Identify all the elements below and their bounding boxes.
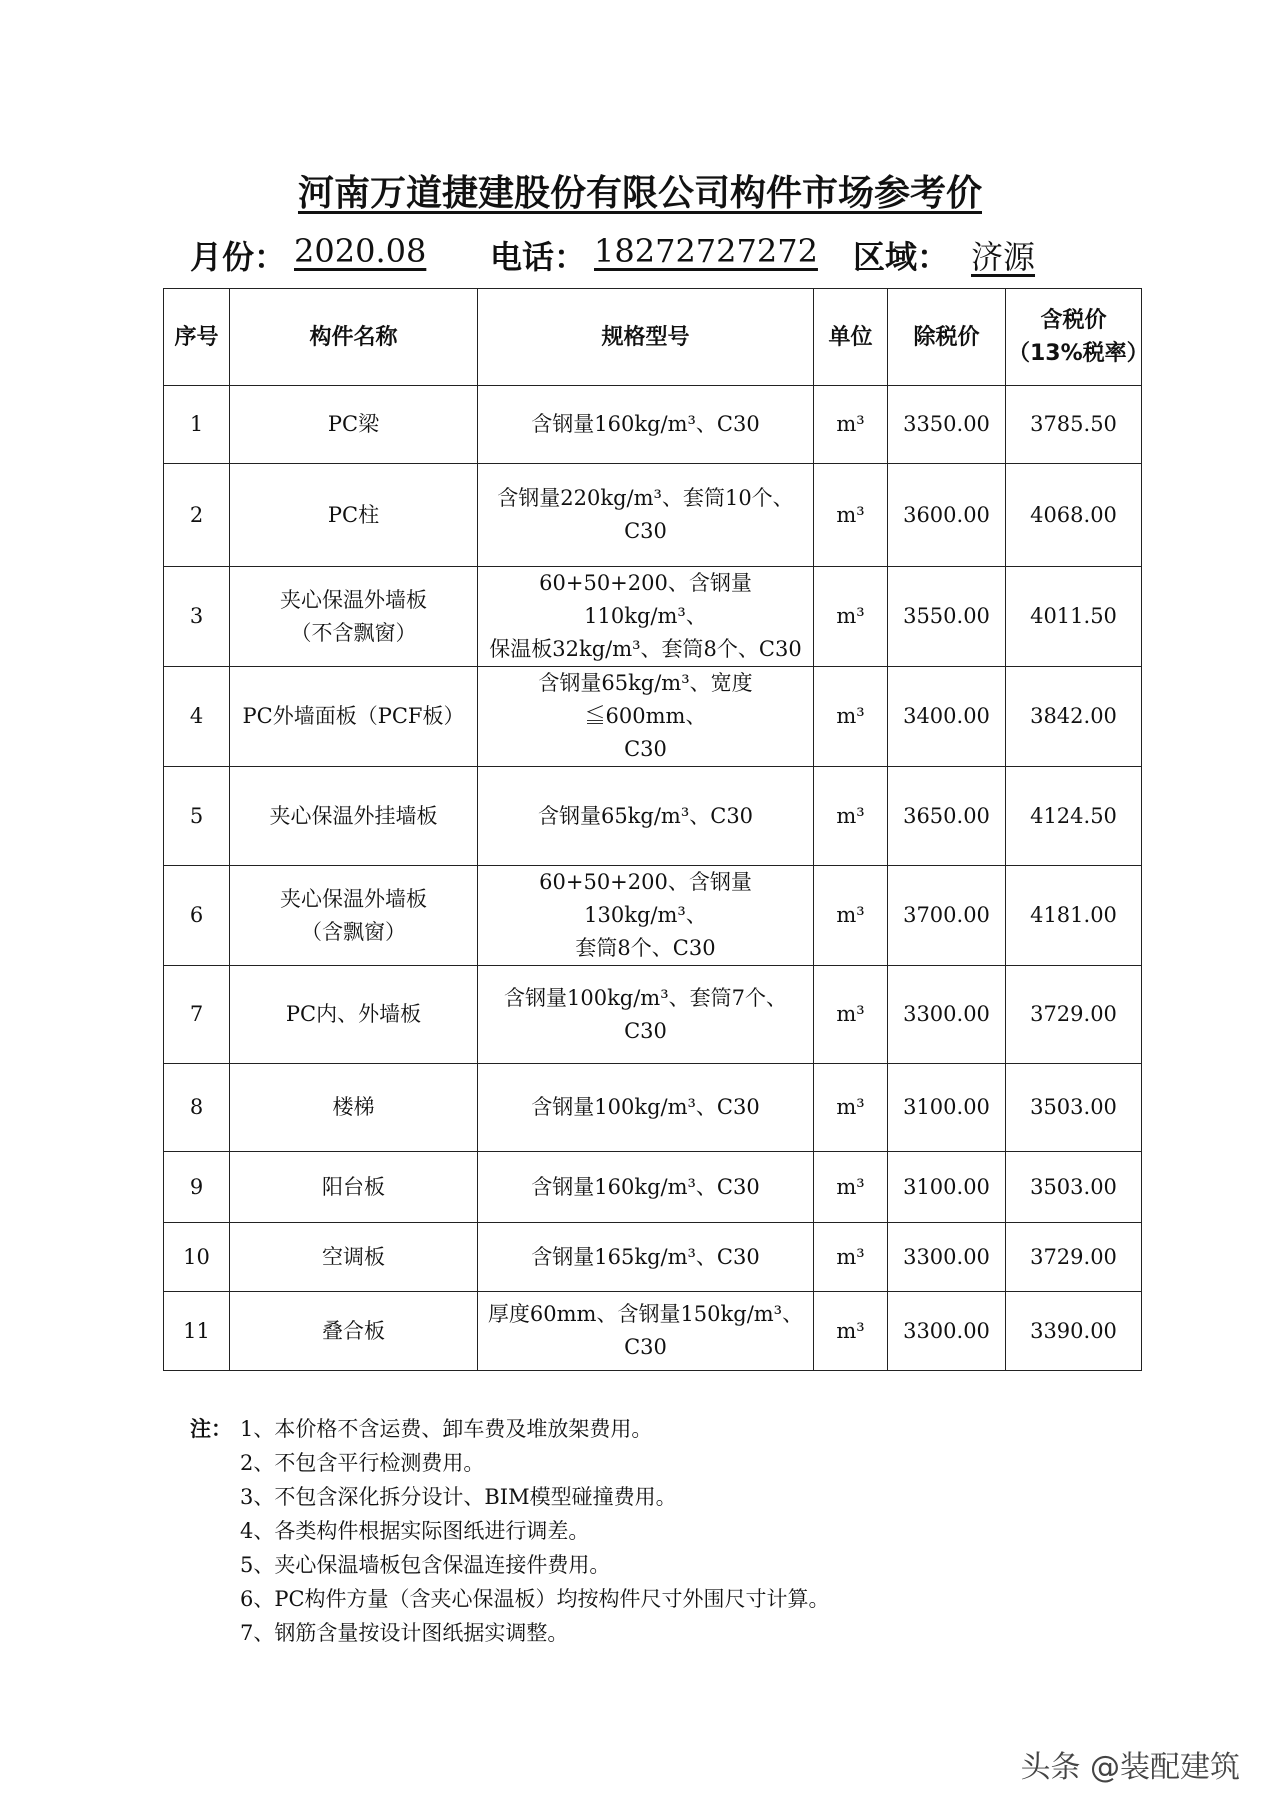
region-label: 区域： xyxy=(853,238,950,276)
cell-line: 叠合板 xyxy=(322,1318,385,1343)
table-row xyxy=(164,966,1142,1064)
note-item: 4、各类构件根据实际图纸进行调差。 xyxy=(240,1519,590,1543)
table-row xyxy=(164,567,1142,667)
cell-line: 楼梯 xyxy=(332,1095,375,1119)
note-row xyxy=(190,1412,1140,1446)
cell-price-inc: 4124.50 xyxy=(1006,767,1142,866)
cell-name xyxy=(230,866,478,966)
cell-line: 含钢量100kg/m³、套筒7个、 xyxy=(503,985,788,1010)
table-header-row xyxy=(164,289,1142,386)
cell-line: （含飘窗） xyxy=(301,919,406,944)
cell-spec xyxy=(478,567,814,667)
note-item: 6、PC构件方量（含夹心保温板）均按构件尺寸外围尺寸计算。 xyxy=(240,1587,830,1611)
note-row xyxy=(190,1480,1140,1514)
cell-price-ex: 3600.00 xyxy=(888,464,1006,567)
cell-spec xyxy=(478,1064,814,1152)
table-row xyxy=(164,667,1142,767)
cell-line: 套筒8个、C30 xyxy=(575,936,716,960)
cell-no: 2 xyxy=(164,464,230,567)
note-item: 5、夹心保温墙板包含保温连接件费用。 xyxy=(240,1553,611,1577)
cell-price-inc: 3729.00 xyxy=(1006,1223,1142,1292)
cell-line: 阳台板 xyxy=(322,1174,385,1199)
cell-unit: m³ xyxy=(814,567,888,667)
cell-spec xyxy=(478,464,814,567)
cell-line: PC梁 xyxy=(327,412,380,436)
cell-spec xyxy=(478,767,814,866)
cell-name xyxy=(230,767,478,866)
month-label: 月份： xyxy=(190,238,287,276)
cell-line: 夹心保温外墙板 xyxy=(280,587,427,612)
cell-unit: m³ xyxy=(814,667,888,767)
meta-line xyxy=(190,232,1090,276)
cell-unit: m³ xyxy=(814,1152,888,1223)
page-title: 河南万道捷建股份有限公司构件市场参考价 xyxy=(297,173,982,214)
cell-name xyxy=(230,1223,478,1292)
cell-no: 1 xyxy=(164,386,230,464)
cell-name xyxy=(230,386,478,464)
cell-price-ex: 3300.00 xyxy=(888,1223,1006,1292)
cell-no: 6 xyxy=(164,866,230,966)
cell-line: PC柱 xyxy=(327,502,380,527)
table-row xyxy=(164,1064,1142,1152)
phone-label: 电话： xyxy=(490,238,587,276)
header-price-ex: 除税价 xyxy=(888,289,1006,386)
cell-price-inc: 3785.50 xyxy=(1006,386,1142,464)
cell-line: 夹心保温外挂墙板 xyxy=(269,803,438,828)
cell-unit: m³ xyxy=(814,966,888,1064)
table-row xyxy=(164,1223,1142,1292)
cell-line: C30 xyxy=(624,519,667,543)
cell-line: 含钢量160kg/m³、C30 xyxy=(531,412,760,436)
cell-name xyxy=(230,464,478,567)
cell-price-inc: 3842.00 xyxy=(1006,667,1142,767)
cell-price-ex: 3400.00 xyxy=(888,667,1006,767)
cell-price-ex: 3100.00 xyxy=(888,1064,1006,1152)
cell-line: 含钢量100kg/m³、C30 xyxy=(531,1095,760,1119)
cell-line: 夹心保温外墙板 xyxy=(280,886,427,911)
price-table xyxy=(163,288,1149,1371)
cell-line: 60+50+200、含钢量130kg/m³、 xyxy=(539,870,752,927)
cell-price-ex: 3100.00 xyxy=(888,1152,1006,1223)
table-row xyxy=(164,386,1142,464)
cell-name xyxy=(230,567,478,667)
cell-no: 9 xyxy=(164,1152,230,1223)
cell-name xyxy=(230,1064,478,1152)
cell-price-ex: 3350.00 xyxy=(888,386,1006,464)
cell-price-inc: 4011.50 xyxy=(1006,567,1142,667)
cell-no: 7 xyxy=(164,966,230,1064)
cell-no: 8 xyxy=(164,1064,230,1152)
cell-line: 保温板32kg/m³、套筒8个、C30 xyxy=(489,637,802,661)
cell-line: 含钢量65kg/m³、C30 xyxy=(537,803,754,828)
cell-spec xyxy=(478,966,814,1064)
phone-value: 18272727272 xyxy=(594,232,818,270)
note-row xyxy=(190,1446,1140,1480)
note-row xyxy=(190,1548,1140,1582)
cell-line: 含钢量65kg/m³、宽度≦600mm、 xyxy=(538,671,753,728)
header-no: 序号 xyxy=(164,289,230,386)
cell-price-inc: 3729.00 xyxy=(1006,966,1142,1064)
cell-line: 含钢量165kg/m³、C30 xyxy=(531,1244,760,1269)
notes xyxy=(190,1412,1140,1650)
note-row xyxy=(190,1582,1140,1616)
header-name: 构件名称 xyxy=(230,289,478,386)
watermark: 头条 @装配建筑 xyxy=(1020,1750,1240,1785)
cell-spec xyxy=(478,1223,814,1292)
header-price-inc-label: 含税价 xyxy=(1040,308,1107,333)
header-spec: 规格型号 xyxy=(478,289,814,386)
header-price-inc xyxy=(1006,289,1149,386)
region-value: 济源 xyxy=(971,238,1036,276)
cell-unit: m³ xyxy=(814,767,888,866)
note-item: 1、本价格不含运费、卸车费及堆放架费用。 xyxy=(240,1417,653,1441)
cell-spec xyxy=(478,667,814,767)
cell-line: C30 xyxy=(624,737,667,761)
table-row xyxy=(164,1292,1142,1371)
cell-name xyxy=(230,667,478,767)
cell-unit: m³ xyxy=(814,1223,888,1292)
cell-line: C30 xyxy=(624,1018,667,1043)
cell-spec xyxy=(478,866,814,966)
cell-price-ex: 3550.00 xyxy=(888,567,1006,667)
cell-line: 60+50+200、含钢量110kg/m³、 xyxy=(539,571,752,628)
cell-name xyxy=(230,966,478,1064)
cell-unit: m³ xyxy=(814,866,888,966)
cell-price-inc: 3390.00 xyxy=(1006,1292,1142,1371)
note-row xyxy=(190,1514,1140,1548)
table-row xyxy=(164,767,1142,866)
cell-no: 11 xyxy=(164,1292,230,1371)
cell-unit: m³ xyxy=(814,1064,888,1152)
cell-line: 厚度60mm、含钢量150kg/m³、C30 xyxy=(487,1302,804,1359)
cell-price-ex: 3300.00 xyxy=(888,1292,1006,1371)
cell-price-ex: 3700.00 xyxy=(888,866,1006,966)
cell-price-ex: 3650.00 xyxy=(888,767,1006,866)
table-row xyxy=(164,866,1142,966)
cell-spec xyxy=(478,386,814,464)
note-item: 7、钢筋含量按设计图纸据实调整。 xyxy=(240,1621,569,1645)
cell-no: 5 xyxy=(164,767,230,866)
cell-name xyxy=(230,1152,478,1223)
cell-line: 空调板 xyxy=(322,1244,385,1269)
table-row xyxy=(164,1152,1142,1223)
cell-name xyxy=(230,1292,478,1371)
cell-price-ex: 3300.00 xyxy=(888,966,1006,1064)
cell-price-inc: 4181.00 xyxy=(1006,866,1142,966)
cell-price-inc: 3503.00 xyxy=(1006,1064,1142,1152)
cell-no: 4 xyxy=(164,667,230,767)
cell-no: 3 xyxy=(164,567,230,667)
note-row xyxy=(190,1616,1140,1650)
cell-unit: m³ xyxy=(814,386,888,464)
header-price-inc-note: （13%税率） xyxy=(1008,341,1149,366)
cell-line: （不含飘窗） xyxy=(290,620,417,645)
cell-spec xyxy=(478,1152,814,1223)
cell-unit: m³ xyxy=(814,464,888,567)
cell-price-inc: 3503.00 xyxy=(1006,1152,1142,1223)
cell-price-inc: 4068.00 xyxy=(1006,464,1142,567)
cell-unit: m³ xyxy=(814,1292,888,1371)
notes-label: 注： xyxy=(190,1417,232,1441)
cell-line: PC外墙面板（PCF板） xyxy=(242,704,465,728)
note-item: 2、不包含平行检测费用。 xyxy=(240,1451,485,1475)
cell-line: 含钢量160kg/m³、C30 xyxy=(531,1174,760,1199)
note-item: 3、不包含深化拆分设计、BIM模型碰撞费用。 xyxy=(240,1485,677,1509)
month-value: 2020.08 xyxy=(294,232,427,270)
cell-line: PC内、外墙板 xyxy=(285,1002,422,1026)
cell-spec xyxy=(478,1292,814,1371)
header-unit: 单位 xyxy=(814,289,888,386)
cell-no: 10 xyxy=(164,1223,230,1292)
cell-line: 含钢量220kg/m³、套筒10个、 xyxy=(497,486,794,510)
table-row xyxy=(164,464,1142,567)
